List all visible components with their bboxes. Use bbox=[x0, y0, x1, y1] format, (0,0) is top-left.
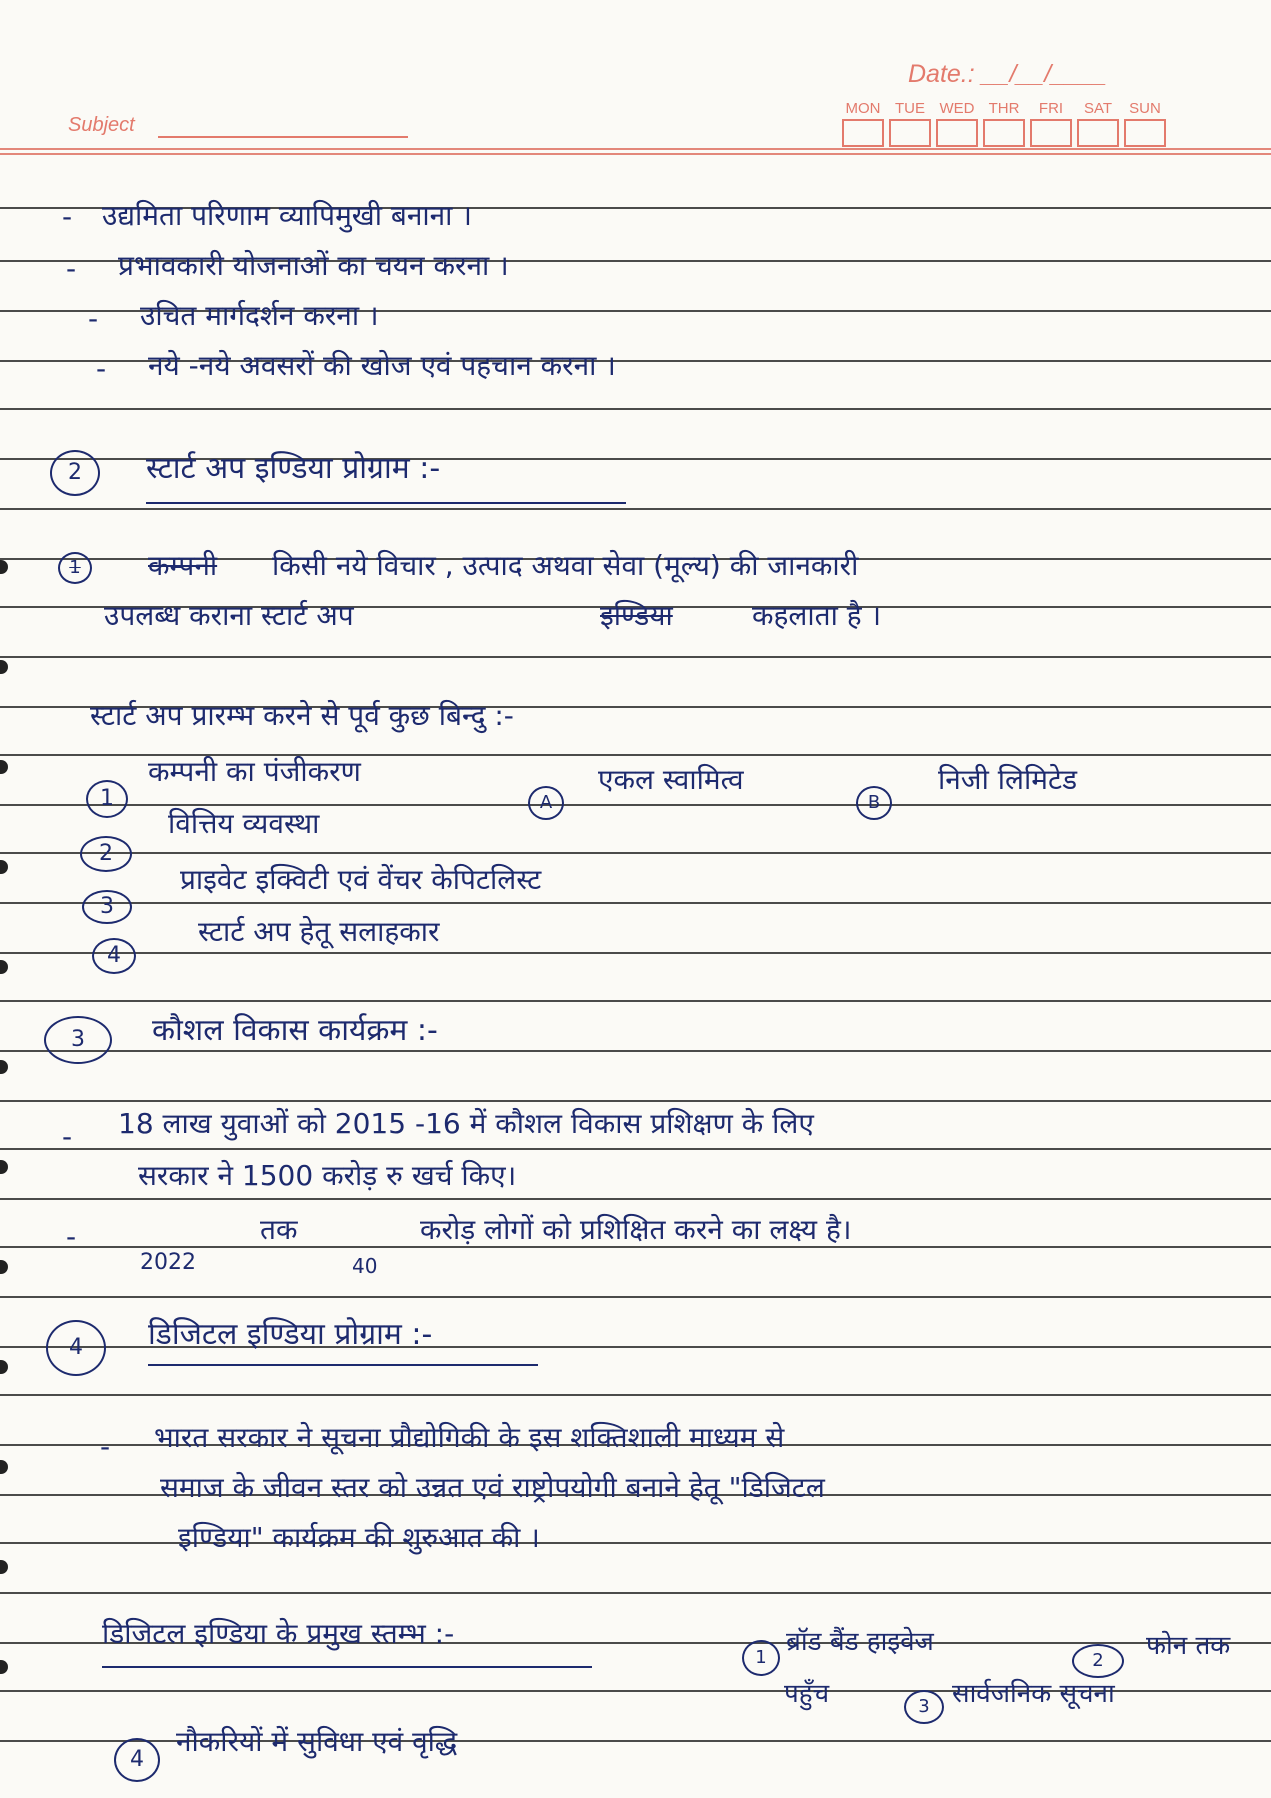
point-number: 2 bbox=[80, 836, 132, 872]
point-number: 3 bbox=[82, 890, 132, 924]
list-item: नौकरियों में सुविधा एवं वृद्धि bbox=[176, 1725, 458, 1758]
point-number: 1 bbox=[86, 780, 128, 818]
list-item: कम्पनी का पंजीकरण bbox=[148, 755, 361, 788]
note-line: उचित मार्गदर्शन करना । bbox=[140, 299, 379, 332]
section-number: 3 bbox=[44, 1016, 112, 1064]
section-heading: डिजिटल इण्डिया प्रोग्राम :- bbox=[148, 1317, 433, 1352]
bullet-dash: - bbox=[66, 1220, 77, 1253]
note-line: इण्डिया" कार्यक्रम की शुरुआत की । bbox=[178, 1521, 540, 1554]
list-item: वित्तिय व्यवस्था bbox=[168, 807, 320, 840]
subject-line bbox=[158, 136, 408, 138]
bullet-dash: - bbox=[66, 252, 77, 285]
option-text: एकल स्वामित्व bbox=[598, 763, 744, 796]
point-number: 1 bbox=[742, 1640, 780, 1676]
section-heading: स्टार्ट अप इण्डिया प्रोग्राम :- bbox=[146, 451, 441, 486]
header-rule bbox=[0, 153, 1271, 155]
binding-hole bbox=[0, 960, 8, 974]
header-rule bbox=[0, 148, 1271, 150]
point-number: 4 bbox=[114, 1738, 160, 1782]
point-number: 4 bbox=[92, 938, 136, 974]
bullet-dash: - bbox=[62, 1120, 73, 1153]
ruled-line bbox=[0, 408, 1271, 410]
sub-heading: स्टार्ट अप प्रारम्भ करने से पूर्व कुछ बिन्दु :- bbox=[90, 699, 514, 732]
note-line: भारत सरकार ने सूचना प्रौद्योगिकी के इस शक्तिशाली माध्यम से bbox=[154, 1421, 785, 1454]
ruled-line bbox=[0, 1148, 1271, 1150]
struck-word: कम्पनी bbox=[148, 549, 218, 582]
list-item: फोन तक bbox=[1146, 1631, 1231, 1661]
note-line: सरकार ने 1500 करोड़ रु खर्च किए। bbox=[138, 1159, 517, 1192]
ruled-line bbox=[0, 508, 1271, 510]
note-line: उपलब्ध कराना स्टार्ट अप bbox=[104, 599, 354, 632]
ruled-line bbox=[0, 656, 1271, 658]
binding-hole bbox=[0, 660, 8, 674]
ruled-line bbox=[0, 1296, 1271, 1298]
subject-label: Subject bbox=[68, 114, 135, 136]
day-thr: THR bbox=[983, 100, 1025, 147]
day-sun: SUN bbox=[1124, 100, 1166, 147]
list-item: सार्वजनिक सूचना bbox=[952, 1679, 1115, 1709]
day-sat: SAT bbox=[1077, 100, 1119, 147]
binding-hole bbox=[0, 560, 8, 574]
note-line: कहलाता है । bbox=[752, 599, 882, 632]
binding-hole bbox=[0, 1460, 8, 1474]
bullet-dash: - bbox=[62, 200, 73, 233]
point-number: 3 bbox=[904, 1690, 944, 1724]
day-fri: FRI bbox=[1030, 100, 1072, 147]
year-value: 2022 bbox=[140, 1250, 196, 1275]
bullet-dash: - bbox=[100, 1430, 111, 1463]
note-line: करोड़ लोगों को प्रशिक्षित करने का लक्ष्य है। bbox=[420, 1213, 852, 1246]
count-value: 40 bbox=[352, 1254, 378, 1278]
list-item: स्टार्ट अप हेतू सलाहकार bbox=[198, 915, 440, 948]
binding-hole bbox=[0, 1660, 8, 1674]
binding-hole bbox=[0, 1360, 8, 1374]
note-line: समाज के जीवन स्तर को उन्नत एवं राष्ट्रोपयोगी बनाने हेतू "डिजिटल bbox=[160, 1471, 825, 1504]
sub-heading: डिजिटल इण्डिया के प्रमुख स्तम्भ :- bbox=[102, 1617, 455, 1650]
option-label: B bbox=[856, 786, 892, 820]
note-line: प्रभावकारी योजनाओं का चयन करना । bbox=[118, 249, 509, 282]
weekday-boxes bbox=[842, 100, 1166, 147]
ruled-line bbox=[0, 1100, 1271, 1102]
ruled-line bbox=[0, 852, 1271, 854]
day-tue: TUE bbox=[889, 100, 931, 147]
day-wed: WED bbox=[936, 100, 978, 147]
note-line: उद्यमिता परिणाम व्यापिमुखी बनाना । bbox=[102, 199, 472, 232]
option-label: A bbox=[528, 786, 564, 820]
heading-underline bbox=[102, 1666, 592, 1668]
point-number: 2 bbox=[1072, 1644, 1124, 1678]
list-item: ब्रॉड बैंड हाइवेज bbox=[786, 1627, 934, 1657]
ruled-line bbox=[0, 1198, 1271, 1200]
heading-underline bbox=[146, 502, 626, 504]
note-line: नये -नये अवसरों की खोज एवं पहचान करना । bbox=[148, 349, 616, 382]
option-text: निजी लिमिटेड bbox=[938, 763, 1078, 796]
bullet-dash: - bbox=[96, 352, 107, 385]
binding-hole bbox=[0, 1060, 8, 1074]
note-line: 18 लाख युवाओं को 2015 -16 में कौशल विकास प्रशिक्षण के लिए bbox=[118, 1107, 814, 1140]
list-item: पहुँच bbox=[784, 1679, 830, 1709]
heading-underline bbox=[148, 1364, 538, 1366]
page-header bbox=[0, 0, 1271, 160]
binding-hole bbox=[0, 860, 8, 874]
binding-hole bbox=[0, 1560, 8, 1574]
note-line: किसी नये विचार , उत्पाद अथवा सेवा (मूल्य) की जानकारी bbox=[272, 549, 859, 582]
date-label: Date.: __/__/____ bbox=[908, 60, 1107, 88]
ruled-line bbox=[0, 902, 1271, 904]
binding-hole bbox=[0, 1160, 8, 1174]
section-number: 4 bbox=[46, 1320, 106, 1376]
ruled-line bbox=[0, 1394, 1271, 1396]
struck-word: इण्डिया bbox=[600, 599, 673, 632]
binding-hole bbox=[0, 760, 8, 774]
note-text: तक bbox=[260, 1213, 298, 1246]
section-number: 2 bbox=[50, 450, 100, 496]
section-heading: कौशल विकास कार्यक्रम :- bbox=[152, 1013, 438, 1048]
ruled-line bbox=[0, 1592, 1271, 1594]
list-item: प्राइवेट इक्विटी एवं वेंचर केपिटलिस्ट bbox=[180, 863, 542, 896]
ruled-line bbox=[0, 1050, 1271, 1052]
day-mon: MON bbox=[842, 100, 884, 147]
point-number: 1 bbox=[58, 552, 92, 584]
bullet-dash: - bbox=[88, 302, 99, 335]
ruled-line bbox=[0, 1000, 1271, 1002]
ruled-line bbox=[0, 952, 1271, 954]
binding-hole bbox=[0, 1260, 8, 1274]
